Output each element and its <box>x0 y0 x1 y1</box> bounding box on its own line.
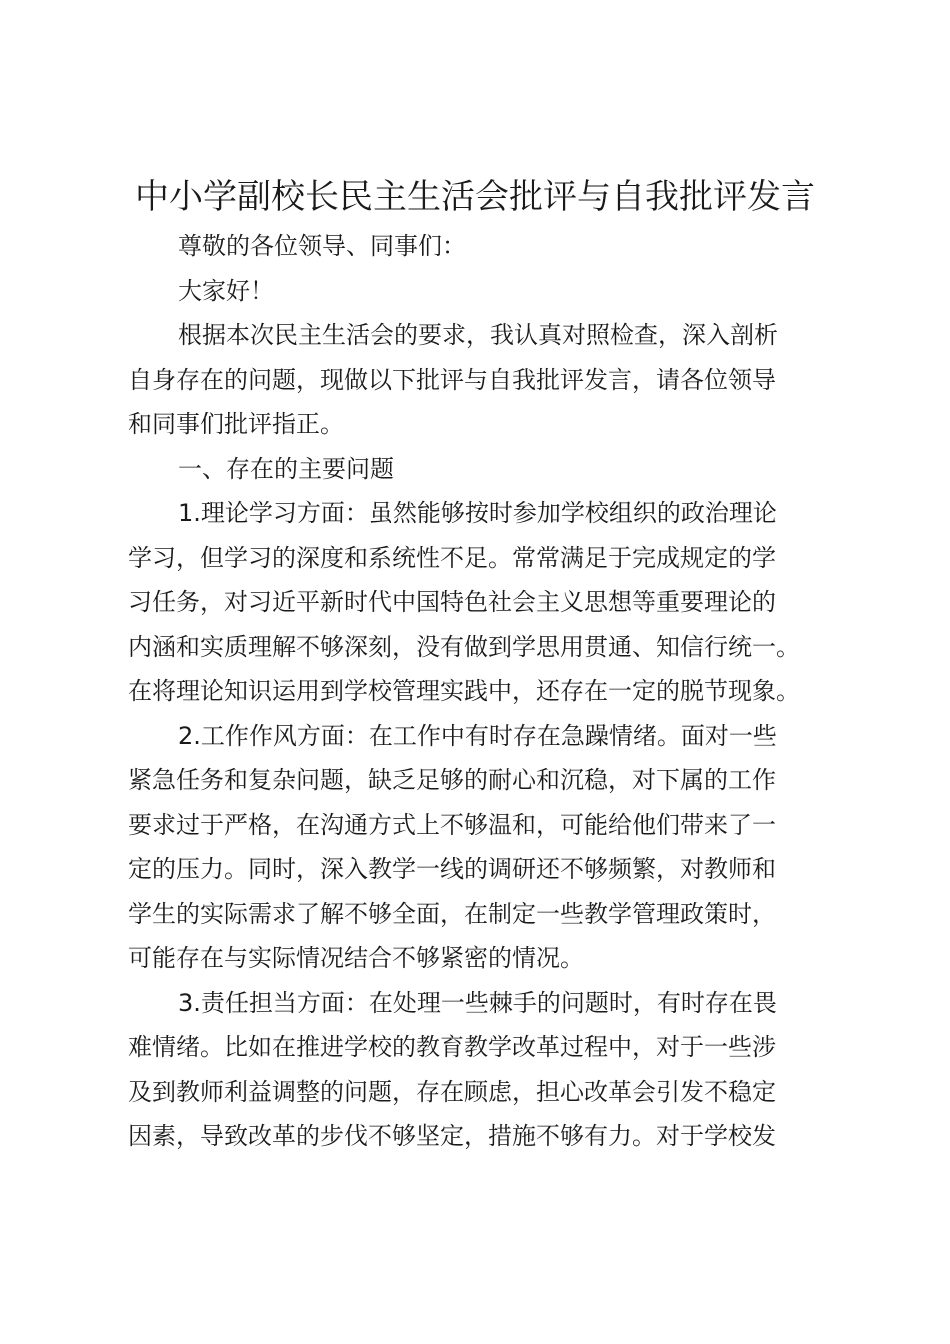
body-text-line: 根据本次民主生活会的要求，我认真对照检查，深入剖析 <box>178 321 778 349</box>
body-text-line: 在将理论知识运用到学校管理实践中，还存在一定的脱节现象。 <box>128 677 800 705</box>
body-text-line: 大家好！ <box>178 276 274 305</box>
body-text-line: 定的压力。同时，深入教学一线的调研还不够频繁，对教师和 <box>128 855 776 883</box>
body-text-line: 1.理论学习方面：虽然能够按时参加学校组织的政治理论 <box>178 499 777 527</box>
body-text-line: 一、存在的主要问题 <box>178 454 394 483</box>
body-text-line: 自身存在的问题，现做以下批评与自我批评发言，请各位领导 <box>128 365 776 394</box>
body-text-line: 和同事们批评指正。 <box>128 410 344 438</box>
body-text-line: 尊敬的各位领导、同事们： <box>178 232 466 260</box>
body-text-line: 要求过于严格，在沟通方式上不够温和，可能给他们带来了一 <box>128 810 776 839</box>
body-text-line: 内涵和实质理解不够深刻，没有做到学思用贯通、知信行统一。 <box>128 632 800 661</box>
body-text-line: 3.责任担当方面：在处理一些棘手的问题时，有时存在畏 <box>178 988 777 1017</box>
body-text-line: 及到教师利益调整的问题，存在顾虑，担心改革会引发不稳定 <box>128 1077 776 1106</box>
body-text-line: 2.工作作风方面：在工作中有时存在急躁情绪。面对一些 <box>178 721 777 750</box>
body-text-line: 难情绪。比如在推进学校的教育教学改革过程中，对于一些涉 <box>128 1033 776 1061</box>
body-text-line: 因素，导致改革的步伐不够坚定，措施不够有力。对于学校发 <box>128 1122 776 1150</box>
body-text-line: 学习，但学习的深度和系统性不足。常常满足于完成规定的学 <box>128 543 776 572</box>
document-title: 中小学副校长民主生活会批评与自我批评发言 <box>135 177 815 217</box>
body-text-line: 可能存在与实际情况结合不够紧密的情况。 <box>128 944 584 972</box>
body-text-line: 习任务，对习近平新时代中国特色社会主义思想等重要理论的 <box>128 588 776 616</box>
body-text-line: 学生的实际需求了解不够全面，在制定一些教学管理政策时， <box>128 899 776 928</box>
document-body <box>128 224 848 1159</box>
body-text-line: 紧急任务和复杂问题，缺乏足够的耐心和沉稳，对下属的工作 <box>128 766 776 794</box>
